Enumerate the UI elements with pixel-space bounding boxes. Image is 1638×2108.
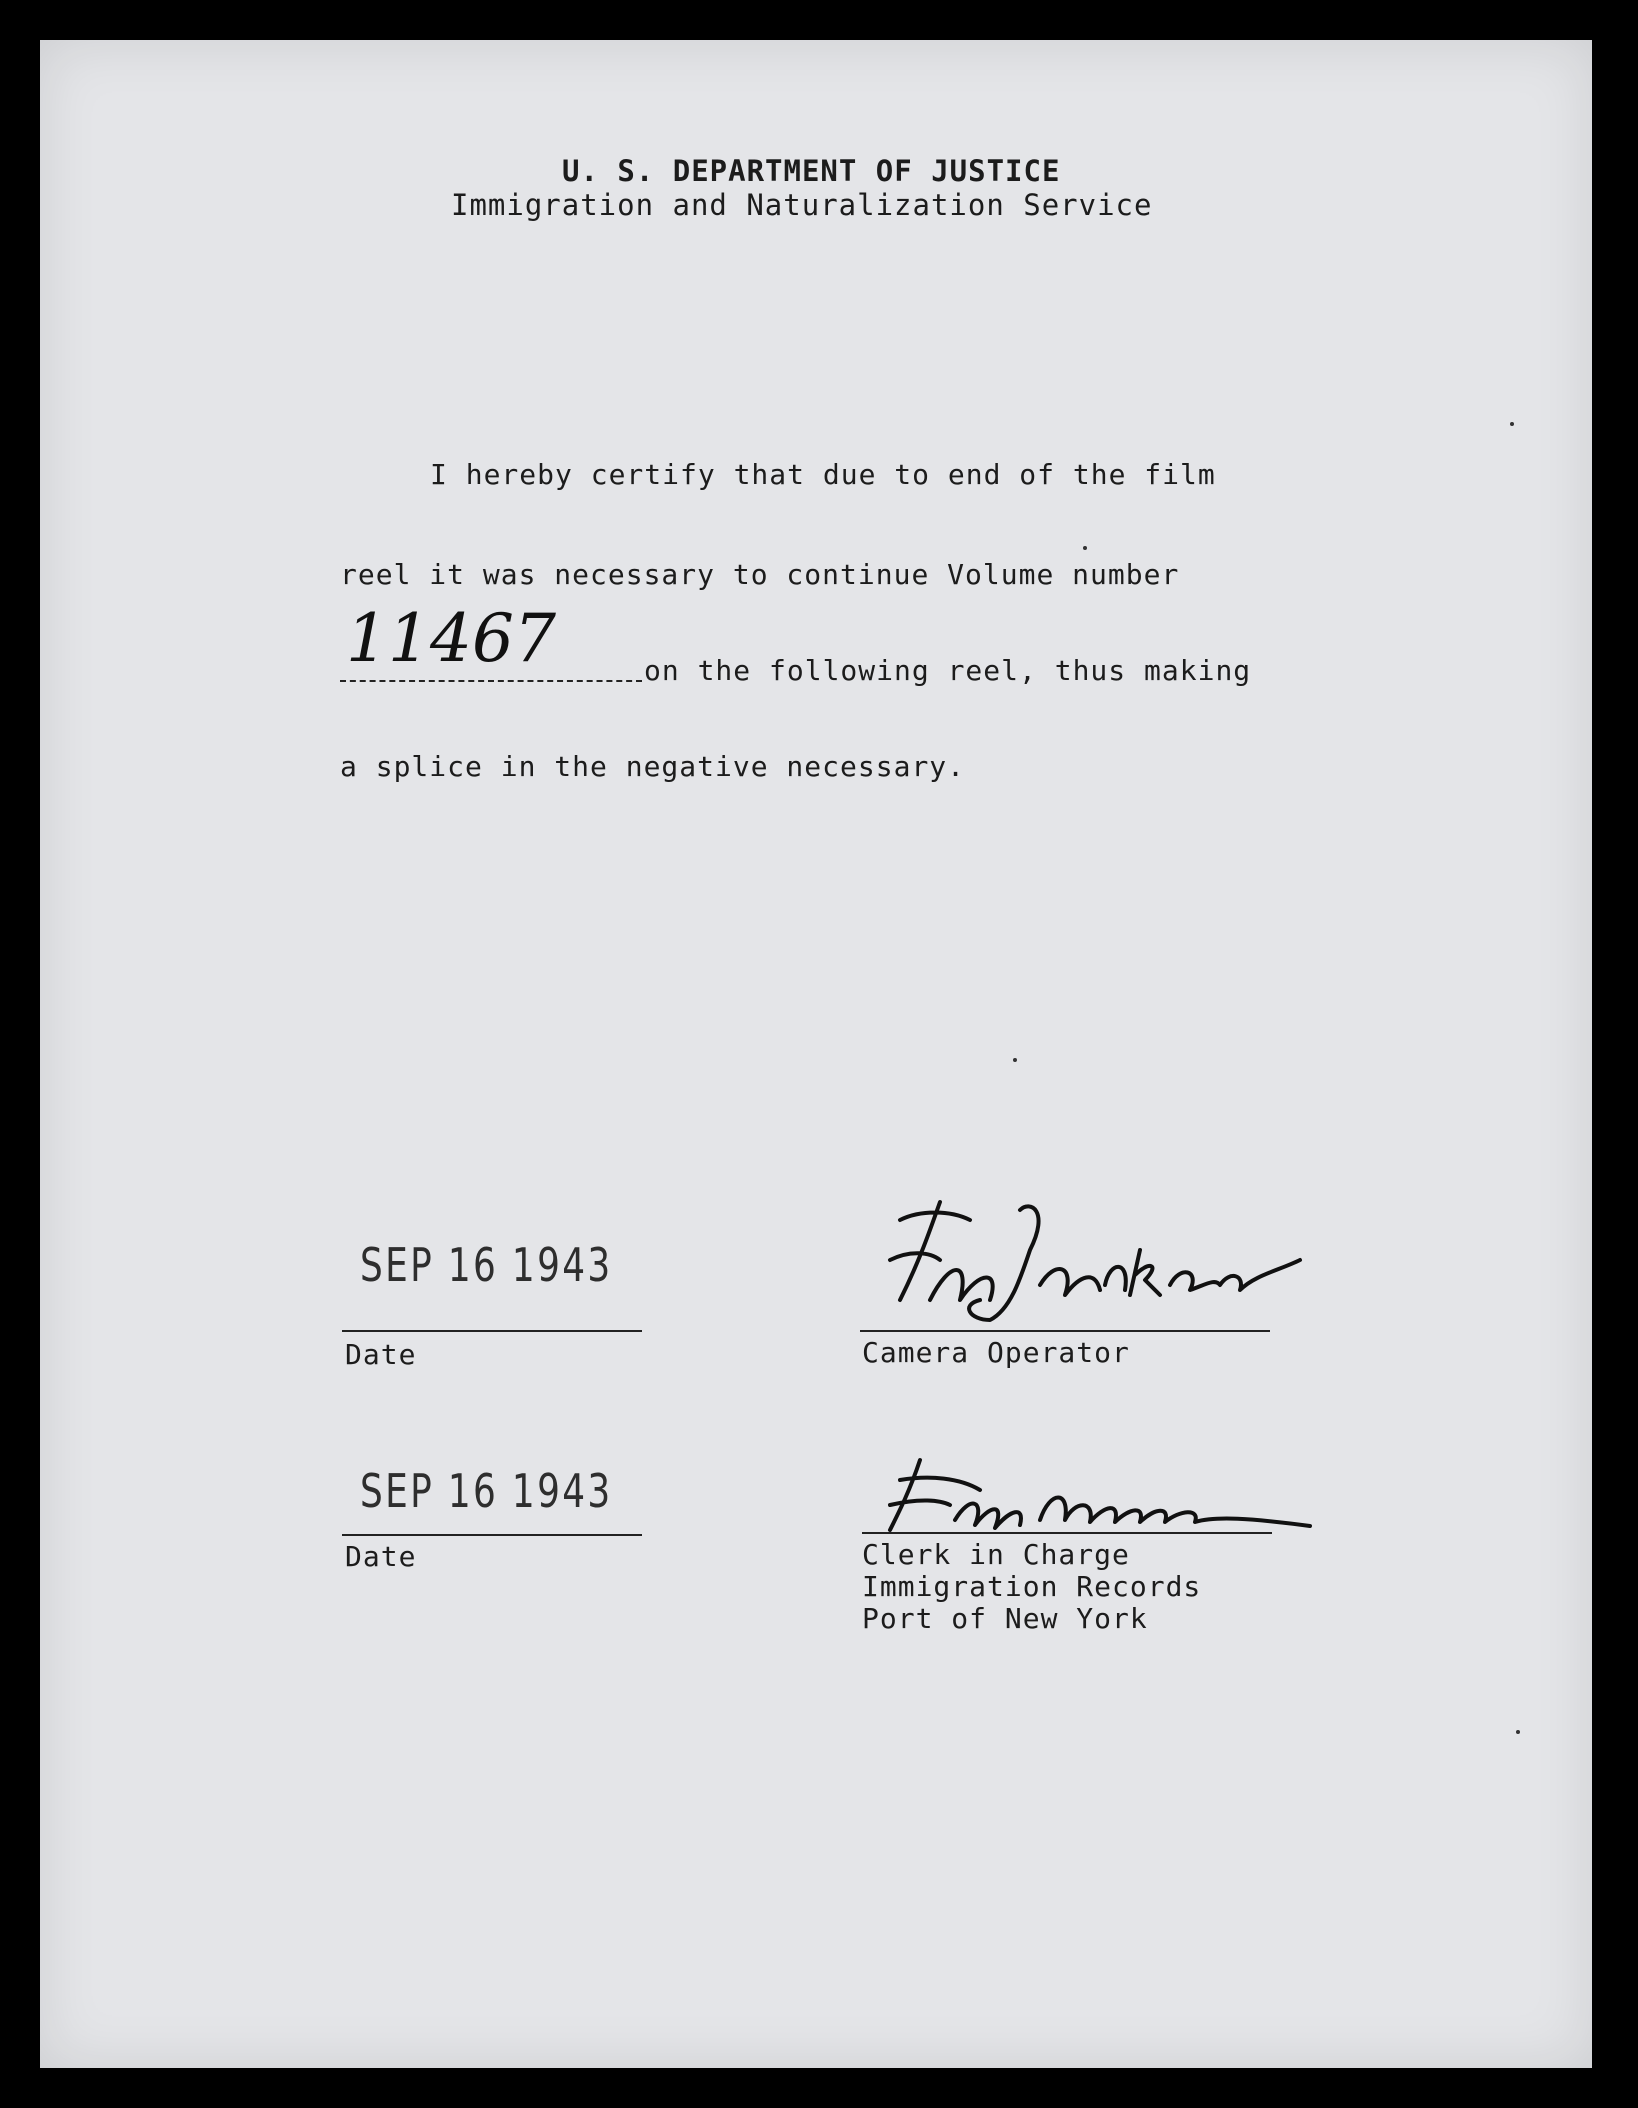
role-2-line-3: Port of New York xyxy=(862,1602,1148,1635)
body-line-2: reel it was necessary to continue Volume number xyxy=(340,558,1180,591)
scan-speck xyxy=(1516,1730,1520,1734)
document-page xyxy=(40,40,1592,2068)
volume-number-underline xyxy=(340,680,642,682)
signature-1-image xyxy=(860,1190,1330,1330)
header-subtitle: Immigration and Naturalization Service xyxy=(451,188,1153,222)
body-line-4: a splice in the negative necessary. xyxy=(340,750,966,783)
date-stamp-1: SEP 16 1943 xyxy=(360,1238,613,1292)
scan-speck xyxy=(1083,546,1087,550)
signature-2-image xyxy=(870,1450,1350,1540)
role-2-line-1: Clerk in Charge xyxy=(862,1538,1130,1571)
body-line-1: I hereby certify that due to end of the film xyxy=(430,458,1216,491)
scan-speck xyxy=(1510,422,1514,426)
date-label-2: Date xyxy=(345,1540,417,1573)
header-title: U. S. DEPARTMENT OF JUSTICE xyxy=(562,154,1061,188)
role-1-line-1: Camera Operator xyxy=(862,1336,1130,1369)
date-label-1: Date xyxy=(345,1338,417,1371)
role-2-line-2: Immigration Records xyxy=(862,1570,1202,1603)
body-line-3: on the following reel, thus making xyxy=(644,654,1252,687)
volume-number-handwritten: 11467 xyxy=(346,600,556,677)
scan-speck xyxy=(1013,1058,1017,1062)
date-line-1 xyxy=(342,1330,642,1332)
signature-line-2 xyxy=(862,1532,1272,1534)
date-stamp-2: SEP 16 1943 xyxy=(360,1464,613,1518)
signature-line-1 xyxy=(860,1330,1270,1332)
date-line-2 xyxy=(342,1534,642,1536)
